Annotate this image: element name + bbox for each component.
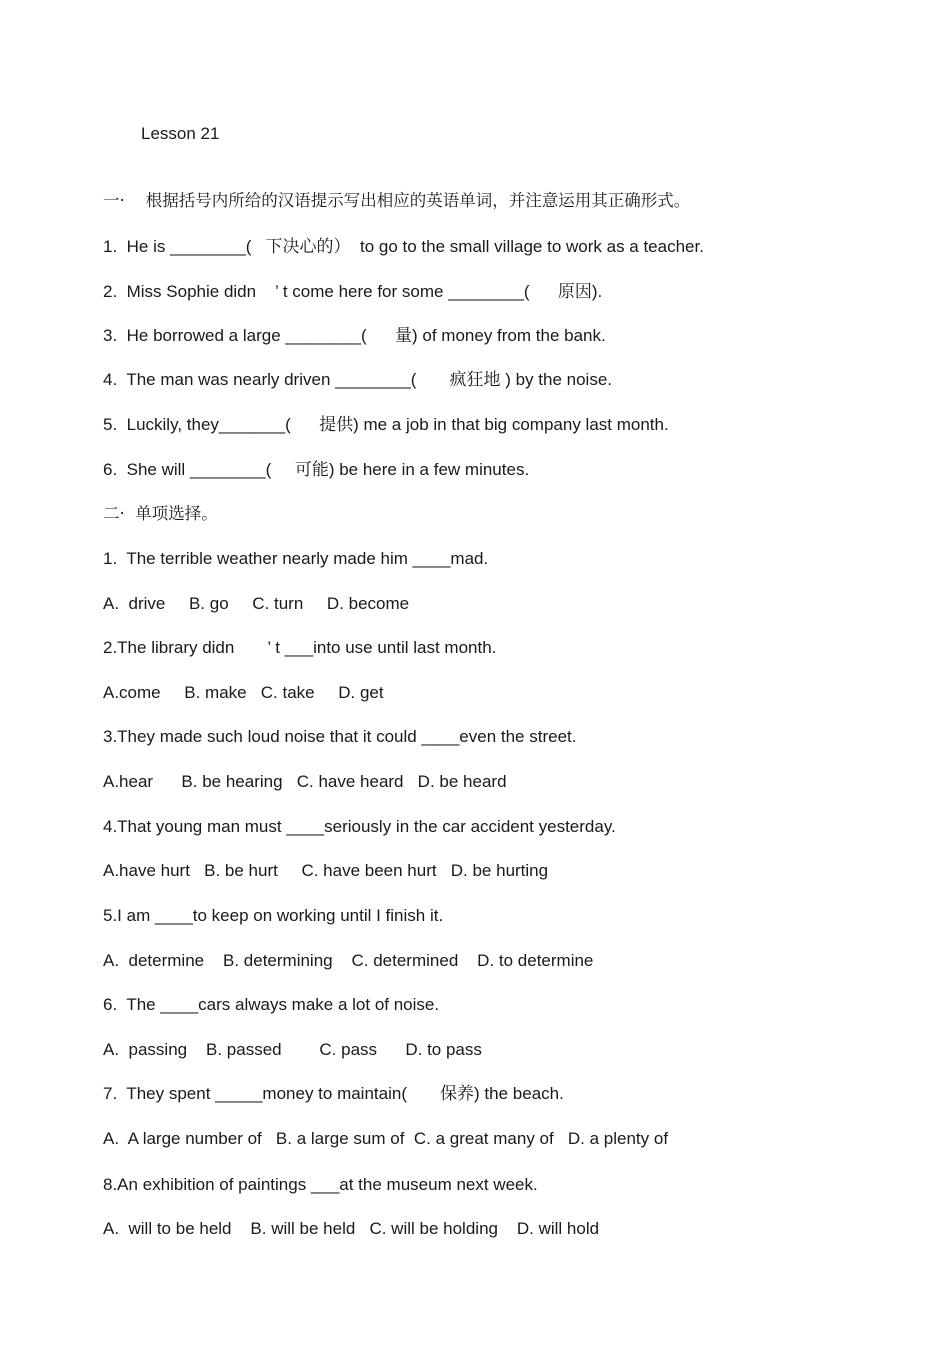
mc-options-4: A.have hurt B. be hurt C. have been hurt D. be hurting xyxy=(103,861,549,880)
mc-question-1: 1. The terrible weather nearly made him ____mad. xyxy=(103,549,489,568)
mc-options-7: A. A large number of B. a large sum of C. a great many of D. a plenty of xyxy=(103,1129,669,1148)
section2-heading: 二· 单项选择。 xyxy=(103,504,218,523)
lesson-title: Lesson 21 xyxy=(141,124,220,143)
fill-item-1: 1. He is ________( 下决心的） to go to the small village to work as a teacher. xyxy=(103,237,704,256)
mc-options-5: A. determine B. determining C. determined D. to determine xyxy=(103,951,594,970)
mc-options-3: A.hear B. be hearing C. have heard D. be heard xyxy=(103,772,507,791)
mc-options-2: A.come B. make C. take D. get xyxy=(103,683,384,702)
mc-question-5: 5.I am ____to keep on working until I finish it. xyxy=(103,906,444,925)
fill-item-2: 2. Miss Sophie didn ’ t come here for some ________( 原因). xyxy=(103,282,603,301)
fill-item-3: 3. He borrowed a large ________( 量) of money from the bank. xyxy=(103,326,606,345)
mc-options-8: A. will to be held B. will be held C. will be holding D. will hold xyxy=(103,1219,600,1238)
mc-options-1: A. drive B. go C. turn D. become xyxy=(103,594,410,613)
section1-heading: 一· 根据括号内所给的汉语提示写出相应的英语单词，并注意运用其正确形式。 xyxy=(103,191,691,210)
fill-item-6: 6. She will ________( 可能) be here in a few minutes. xyxy=(103,460,530,479)
mc-question-7: 7. They spent _____money to maintain( 保养) the beach. xyxy=(103,1084,564,1103)
mc-question-8: 8.An exhibition of paintings ___at the museum next week. xyxy=(103,1175,538,1194)
mc-question-4: 4.That young man must ____seriously in the car accident yesterday. xyxy=(103,817,616,836)
mc-question-6: 6. The ____cars always make a lot of noise. xyxy=(103,995,440,1014)
mc-question-3: 3.They made such loud noise that it could ____even the street. xyxy=(103,727,577,746)
fill-item-4: 4. The man was nearly driven ________( 疯狂地 ) by the noise. xyxy=(103,370,612,389)
fill-item-5: 5. Luckily, they_______( 提供) me a job in that big company last month. xyxy=(103,415,669,434)
mc-question-2: 2.The library didn ’ t ___into use until last month. xyxy=(103,638,497,657)
mc-options-6: A. passing B. passed C. pass D. to pass xyxy=(103,1040,482,1059)
